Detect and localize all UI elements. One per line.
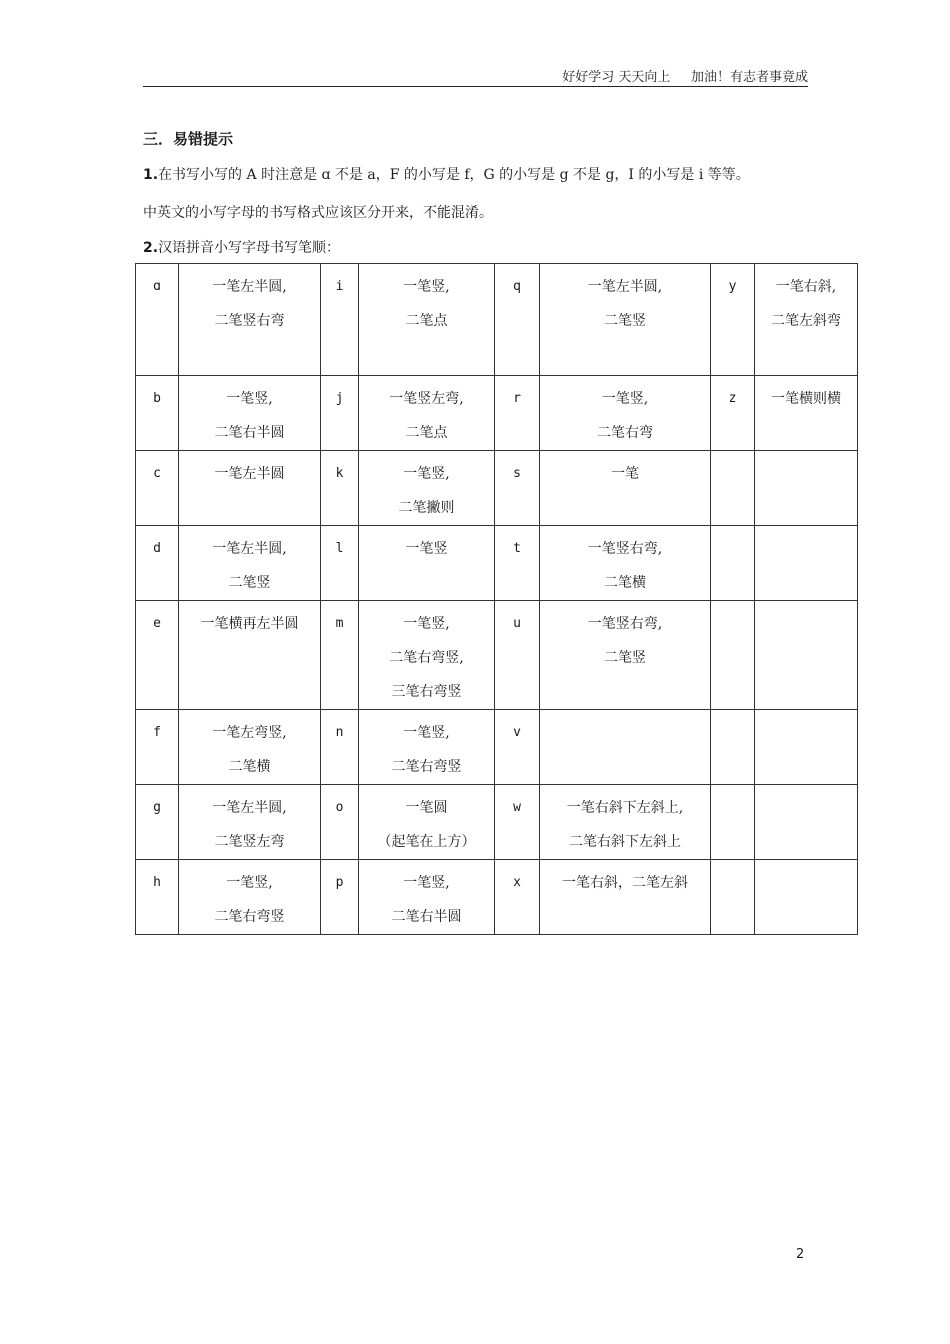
table-row bbox=[136, 785, 858, 860]
stroke-line: 一笔竖右弯, bbox=[587, 541, 663, 557]
stroke-cell bbox=[755, 526, 858, 601]
stroke-cell bbox=[359, 526, 495, 601]
stroke-line: 二笔竖右弯 bbox=[214, 313, 285, 329]
stroke-cell bbox=[179, 601, 321, 710]
letter-cell: p bbox=[321, 860, 359, 935]
stroke-cell bbox=[755, 376, 858, 451]
stroke-line: 一笔横则横 bbox=[771, 391, 841, 407]
letter-cell: i bbox=[321, 264, 359, 376]
letter-cell bbox=[711, 785, 755, 860]
letter-cell: v bbox=[495, 710, 540, 785]
letter-cell bbox=[711, 601, 755, 710]
stroke-line: 一笔竖, bbox=[403, 875, 450, 891]
stroke-cell bbox=[179, 710, 321, 785]
stroke-cell bbox=[179, 376, 321, 451]
stroke-line: 二笔点 bbox=[405, 313, 448, 329]
stroke-line: 一笔右斜, bbox=[775, 279, 837, 295]
stroke-line: 二笔横 bbox=[604, 575, 646, 591]
page-number: 2 bbox=[796, 1247, 805, 1262]
letter-cell: f bbox=[136, 710, 179, 785]
tip-number-2: 2. bbox=[143, 240, 159, 256]
stroke-cell bbox=[359, 860, 495, 935]
stroke-cell bbox=[540, 860, 711, 935]
stroke-line: 二笔右弯竖, bbox=[389, 650, 464, 666]
stroke-cell bbox=[755, 860, 858, 935]
stroke-line: 一笔左半圆 bbox=[214, 466, 285, 482]
letter-cell bbox=[711, 860, 755, 935]
stroke-line: 二笔竖 bbox=[604, 313, 646, 329]
letter-cell: y bbox=[711, 264, 755, 376]
stroke-line: 一笔左半圆, bbox=[587, 279, 663, 295]
stroke-line: 二笔撇则 bbox=[398, 500, 455, 516]
stroke-cell bbox=[179, 526, 321, 601]
table-row bbox=[136, 376, 858, 451]
stroke-line: 二笔右弯竖 bbox=[391, 759, 462, 775]
stroke-line: 一笔竖, bbox=[403, 466, 450, 482]
stroke-cell bbox=[179, 451, 321, 526]
stroke-line: 二笔右弯竖 bbox=[214, 909, 285, 925]
letter-cell bbox=[711, 710, 755, 785]
stroke-cell bbox=[359, 785, 495, 860]
table-row bbox=[136, 451, 858, 526]
letter-cell: w bbox=[495, 785, 540, 860]
tip-text-1: 在书写小写的 A 时注意是 ɑ 不是 a，F 的小写是 f，G 的小写是 g 不是 g，I 的小写是 i 等等。 bbox=[158, 167, 750, 183]
letter-cell: h bbox=[136, 860, 179, 935]
stroke-line: 一笔横再左半圆 bbox=[200, 616, 299, 632]
letter-cell: e bbox=[136, 601, 179, 710]
stroke-line: （起笔在上方） bbox=[377, 834, 476, 850]
letter-cell: t bbox=[495, 526, 540, 601]
letter-cell bbox=[711, 451, 755, 526]
stroke-line: 一笔竖 bbox=[405, 541, 448, 557]
table-row bbox=[136, 860, 858, 935]
stroke-cell bbox=[540, 785, 711, 860]
letter-cell: m bbox=[321, 601, 359, 710]
stroke-line: 二笔竖 bbox=[604, 650, 646, 666]
letter-cell: l bbox=[321, 526, 359, 601]
stroke-order-table bbox=[135, 263, 858, 935]
stroke-line: 二笔左斜弯 bbox=[771, 313, 841, 329]
stroke-cell bbox=[540, 264, 711, 376]
stroke-line: 三笔右弯竖 bbox=[391, 684, 462, 700]
stroke-cell bbox=[755, 785, 858, 860]
tip-paragraph-3 bbox=[143, 237, 340, 257]
tip-paragraph-1 bbox=[143, 164, 750, 184]
stroke-line: 一笔竖左弯, bbox=[389, 391, 464, 407]
page-header: 好好学习 天天向上 加油！有志者事竟成 bbox=[562, 70, 808, 85]
letter-cell: r bbox=[495, 376, 540, 451]
stroke-cell bbox=[540, 601, 711, 710]
stroke-cell bbox=[755, 601, 858, 710]
stroke-line: 一笔竖, bbox=[403, 725, 450, 741]
letter-cell: c bbox=[136, 451, 179, 526]
letter-cell: q bbox=[495, 264, 540, 376]
stroke-line: 一笔左半圆, bbox=[212, 800, 287, 816]
stroke-line: 二笔点 bbox=[405, 425, 448, 441]
letter-cell: u bbox=[495, 601, 540, 710]
table-row bbox=[136, 710, 858, 785]
tip-text-3: 汉语拼音小写字母书写笔顺： bbox=[158, 240, 341, 256]
stroke-line: 一笔 bbox=[611, 466, 639, 482]
stroke-cell bbox=[179, 264, 321, 376]
stroke-line: 二笔右斜下左斜上 bbox=[569, 834, 681, 850]
stroke-line: 一笔左半圆, bbox=[212, 279, 287, 295]
letter-cell: g bbox=[136, 785, 179, 860]
stroke-line: 一笔左弯竖, bbox=[212, 725, 287, 741]
stroke-line: 二笔横 bbox=[228, 759, 271, 775]
stroke-line: 一笔圆 bbox=[405, 800, 448, 816]
letter-cell: s bbox=[495, 451, 540, 526]
letter-cell: ɑ bbox=[136, 264, 179, 376]
letter-cell: b bbox=[136, 376, 179, 451]
stroke-line: 一笔竖右弯, bbox=[587, 616, 663, 632]
letter-cell: d bbox=[136, 526, 179, 601]
stroke-line: 二笔竖左弯 bbox=[214, 834, 285, 850]
letter-cell: o bbox=[321, 785, 359, 860]
stroke-line: 二笔右弯 bbox=[597, 425, 653, 441]
stroke-line: 二笔竖 bbox=[228, 575, 271, 591]
table-row bbox=[136, 526, 858, 601]
stroke-cell bbox=[179, 785, 321, 860]
stroke-cell bbox=[359, 376, 495, 451]
section-title: 三．易错提示 bbox=[143, 130, 234, 148]
stroke-line: 一笔竖, bbox=[601, 391, 649, 407]
letter-cell: x bbox=[495, 860, 540, 935]
stroke-cell bbox=[755, 264, 858, 376]
letter-cell: n bbox=[321, 710, 359, 785]
stroke-line: 一笔竖, bbox=[403, 279, 450, 295]
stroke-cell bbox=[755, 710, 858, 785]
table-row bbox=[136, 601, 858, 710]
stroke-cell bbox=[359, 601, 495, 710]
stroke-cell bbox=[540, 710, 711, 785]
stroke-line: 一笔竖, bbox=[403, 616, 450, 632]
stroke-line: 二笔右半圆 bbox=[214, 425, 285, 441]
letter-cell bbox=[711, 526, 755, 601]
letter-cell: j bbox=[321, 376, 359, 451]
stroke-line: 一笔竖, bbox=[226, 391, 273, 407]
header-rule bbox=[143, 86, 808, 87]
stroke-line: 一笔右斜，二笔左斜 bbox=[562, 875, 688, 891]
tip-number-1: 1. bbox=[143, 167, 159, 183]
stroke-cell bbox=[359, 264, 495, 376]
stroke-cell bbox=[179, 860, 321, 935]
stroke-line: 一笔左半圆, bbox=[212, 541, 287, 557]
stroke-cell bbox=[540, 376, 711, 451]
stroke-cell bbox=[540, 526, 711, 601]
stroke-line: 一笔竖, bbox=[226, 875, 273, 891]
table-row bbox=[136, 264, 858, 376]
tip-paragraph-2: 中英文的小写字母的书写格式应该区分开来，不能混淆。 bbox=[143, 205, 493, 221]
stroke-cell bbox=[540, 451, 711, 526]
stroke-line: 一笔右斜下左斜上, bbox=[566, 800, 684, 816]
stroke-cell bbox=[755, 451, 858, 526]
letter-cell: z bbox=[711, 376, 755, 451]
letter-cell: k bbox=[321, 451, 359, 526]
stroke-cell bbox=[359, 710, 495, 785]
stroke-line: 二笔右半圆 bbox=[391, 909, 462, 925]
stroke-cell bbox=[359, 451, 495, 526]
